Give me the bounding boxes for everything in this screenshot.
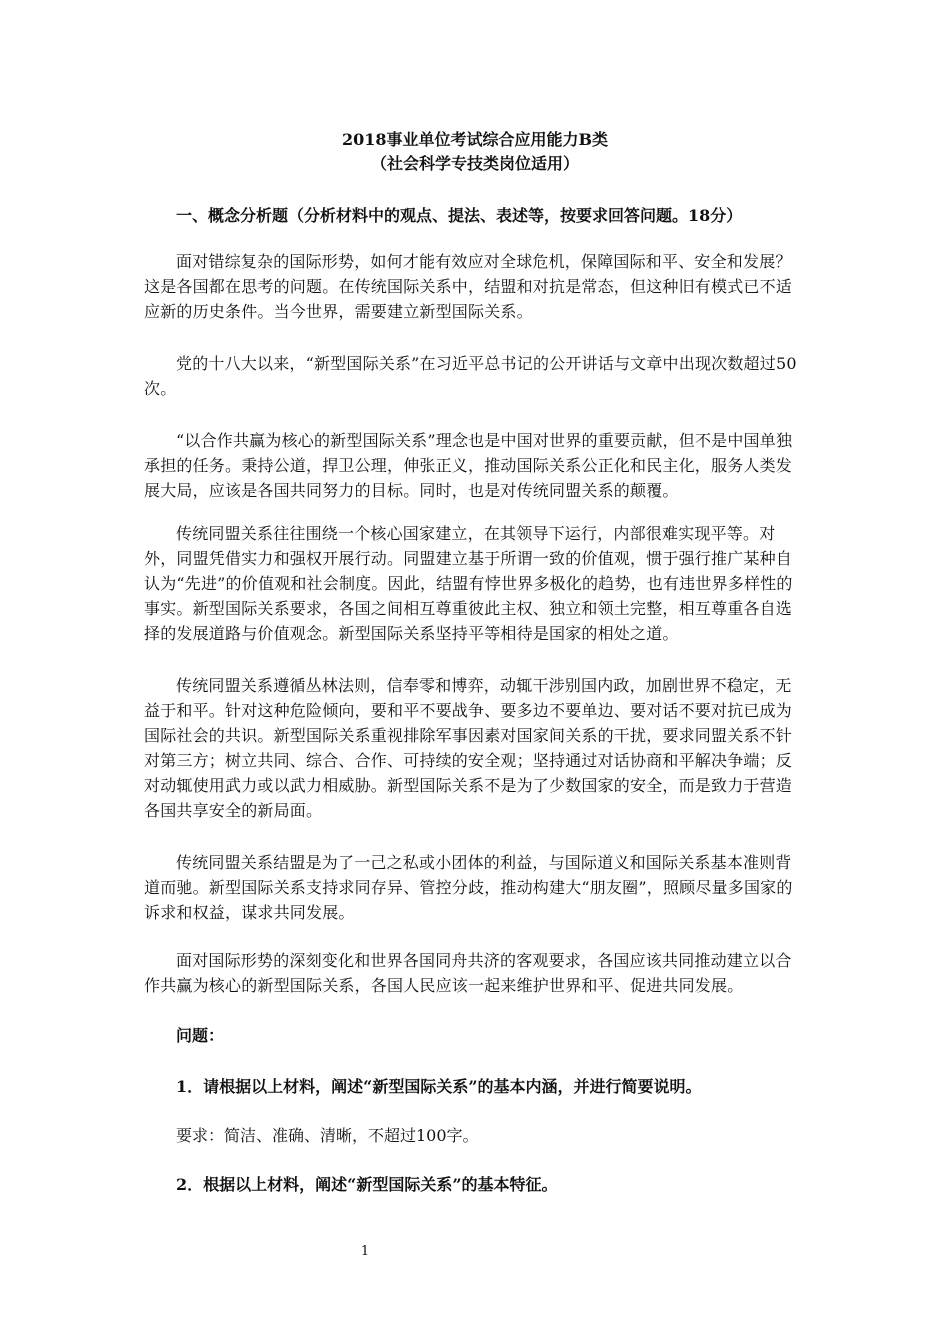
document-subtitle: （社会科学专技类岗位适用） xyxy=(370,154,579,173)
paragraph-1: 面对错综复杂的国际形势，如何才能有效应对全球危机，保障国际和平、安全和发展？这是各国都在思考的问题。在传统国际关系中，结盟和对抗是常态，但这种旧有模式已不适应新的历史条件。当今世界，需要建立新型国际关系。 xyxy=(144,252,793,321)
questions-heading: 问题： xyxy=(176,1026,225,1045)
paragraph-5: 传统同盟关系遵循丛林法则，信奉零和博弈，动辄干涉别国内政，加剧世界不稳定，无益于和平。针对这种危险倾向，要和平不要战争、要多边不要单边、要对话不要对抗已成为国际社会的共识。新型国际关系重视排除军事因素对国家间关系的干扰，要求同盟关系不针对第三方；树立共同、综合、合作、可持续的安全观；坚持通过对话协商和平解决争端；反对动辄使用武力或以武力相威胁。新型国际关系不是为了少数国家的安全，而是致力于营造各国共享安全的新局面。 xyxy=(144,676,793,820)
paragraph-7: 面对国际形势的深刻变化和世界各国同舟共济的客观要求，各国应该共同推动建立以合作共赢为核心的新型国际关系，各国人民应该一起来维护世界和平、促进共同发展。 xyxy=(144,951,792,995)
question-1: 1．请根据以上材料，阐述“新型国际关系”的基本内涵，并进行简要说明。 xyxy=(176,1077,702,1096)
paragraph-3: “以合作共赢为核心的新型国际关系”理念也是中国对世界的重要贡献，但不是中国单独承担的任务。秉持公道，捍卫公理，伸张正义，推动国际关系公正化和民主化，服务人类发展大局，应该是各国共同努力的目标。同时，也是对传统同盟关系的颠覆。 xyxy=(144,431,793,500)
page-number: 1 xyxy=(360,1244,370,1259)
requirement-text: 要求：简洁、准确、清晰，不超过100字。 xyxy=(176,1126,479,1145)
question-2: 2．根据以上材料，阐述“新型国际关系”的基本特征。 xyxy=(176,1175,558,1194)
section-heading: 一、概念分析题（分析材料中的观点、提法、表述等，按要求回答问题。18分） xyxy=(176,206,743,225)
document-title: 2018事业单位考试综合应用能力B类 xyxy=(341,130,609,149)
paragraph-4: 传统同盟关系往往围绕一个核心国家建立，在其领导下运行，内部很难实现平等。对外，同盟凭借实力和强权开展行动。同盟建立基于所谓一致的价值观，惯于强行推广某种自认为“先进”的价值观和社会制度。因此，结盟有悖世界多极化的趋势，也有违世界多样性的事实。新型国际关系要求，各国之间相互尊重彼此主权、独立和领土完整，相互尊重各自选择的发展道路与价值观念。新型国际关系坚持平等相待是国家的相处之道。 xyxy=(144,524,793,643)
paragraph-2: 党的十八大以来，“新型国际关系”在习近平总书记的公开讲话与文章中出现次数超过50次。 xyxy=(144,354,797,398)
paragraph-6: 传统同盟关系结盟是为了一己之私或小团体的利益，与国际道义和国际关系基本准则背道而驰。新型国际关系支持求同存异、管控分歧，推动构建大“朋友圈”，照顾尽量多国家的诉求和权益，谋求共同发展。 xyxy=(144,853,793,922)
